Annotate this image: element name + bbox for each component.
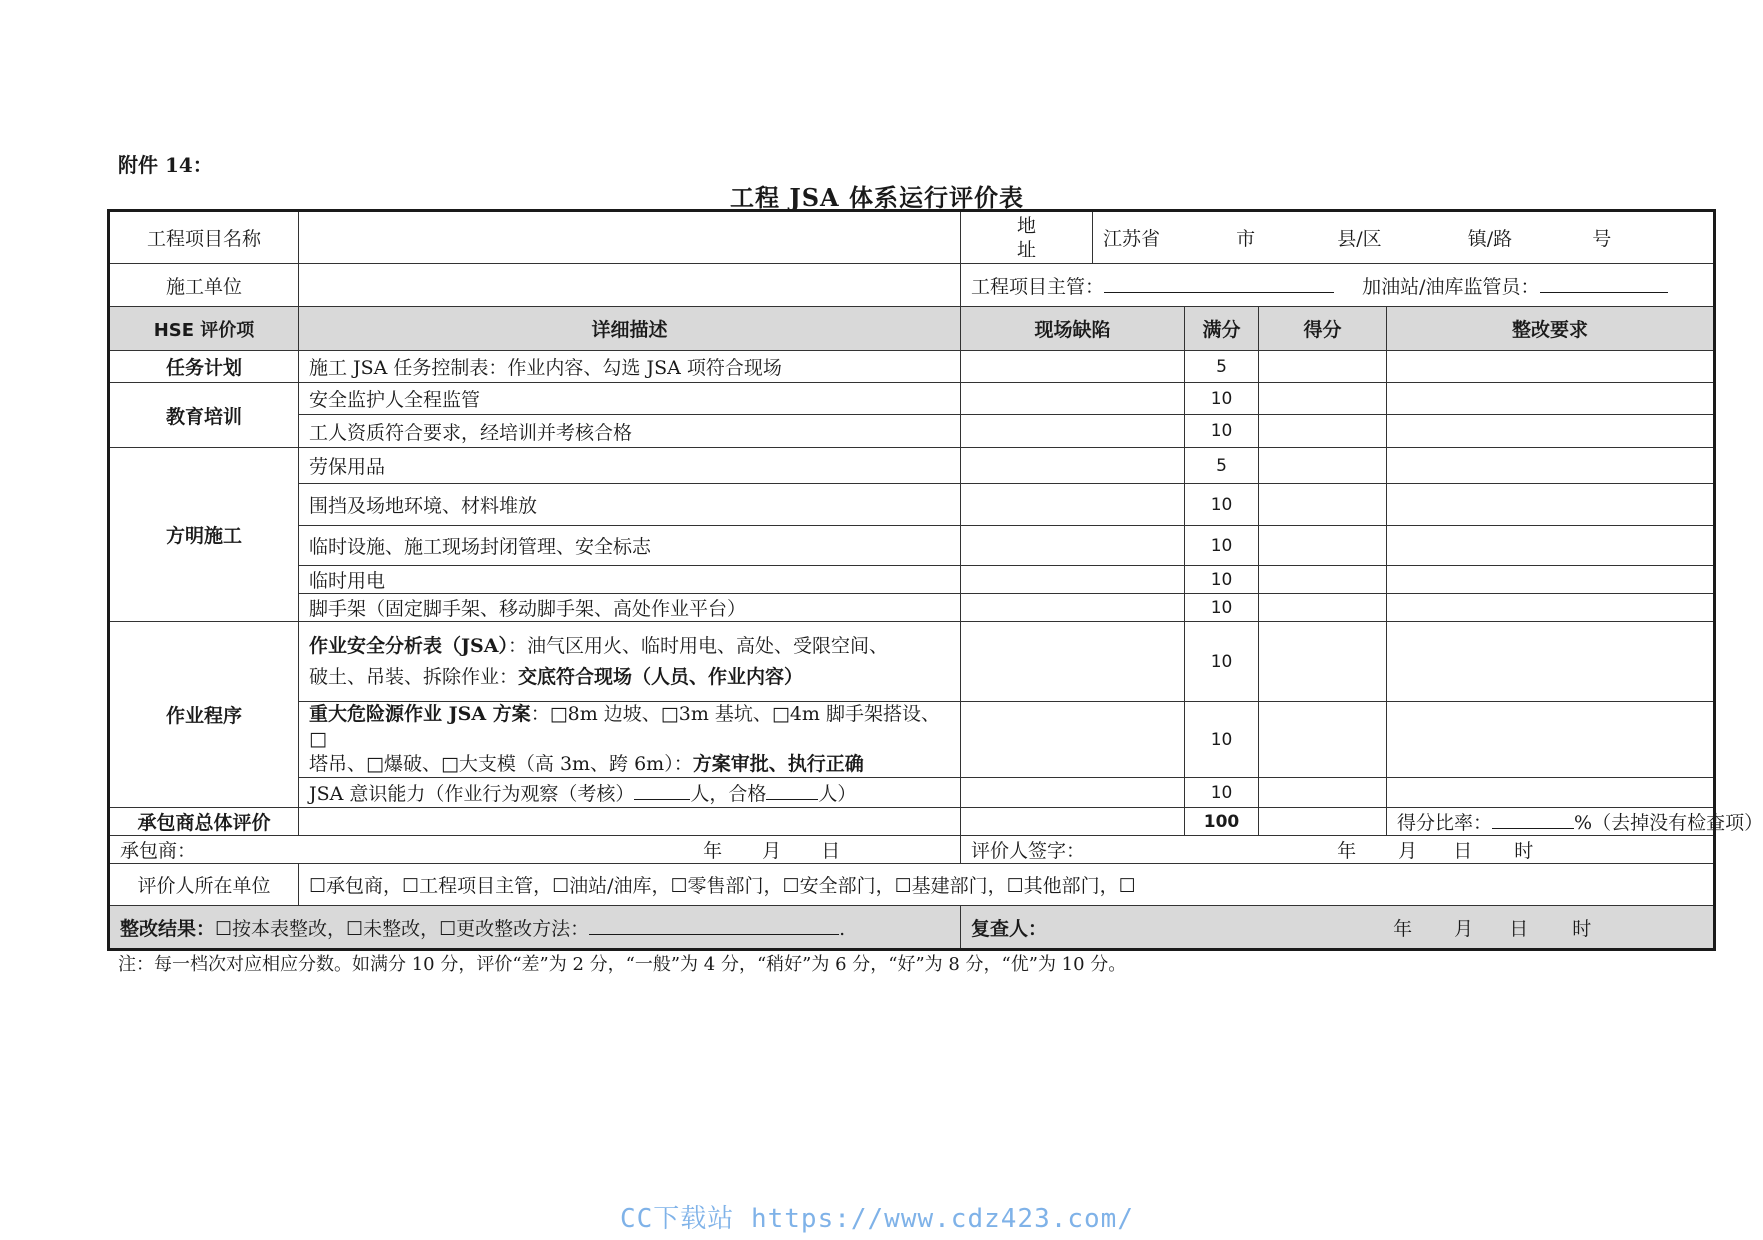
rectify-cell[interactable] (1387, 566, 1715, 594)
evaluator-signature[interactable]: 评价人签字： 年 月 日 时 (961, 836, 1715, 864)
overall-desc-cell (299, 808, 961, 836)
score-ratio-line[interactable] (1492, 828, 1574, 829)
reviewer-label: 复查人： (971, 917, 1048, 940)
project-supervisor-label: 工程项目主管： (971, 275, 1105, 298)
item-task-plan: 任务计划 (109, 351, 299, 383)
column-header-row (109, 307, 1715, 351)
row-desc: 劳保用品 (299, 448, 961, 484)
footnote: 注：每一档次对应相应分数。如满分 10 分，评价“差”为 2 分，“一般”为 4 分，“稍好”为 6 分，“好”为 8 分，“优”为 10 分。 (118, 954, 1127, 975)
table-row (109, 778, 1715, 808)
full-score: 10 (1185, 383, 1259, 415)
project-name-label: 工程项目名称 (109, 211, 299, 264)
full-score: 10 (1185, 566, 1259, 594)
table-row (109, 526, 1715, 566)
overall-defect-cell[interactable] (961, 808, 1185, 836)
row-desc: 施工 JSA 任务控制表：作业内容、勾选 JSA 项符合现场 (299, 351, 961, 383)
evaluator-unit-label: 评价人所在单位 (109, 864, 299, 906)
rectify-cell[interactable] (1387, 383, 1715, 415)
supervisor-fields (961, 264, 1715, 307)
full-score: 10 (1185, 622, 1259, 702)
col-score: 得分 (1259, 307, 1387, 351)
watermark: CC下载站 https://www.cdz423.com/ (620, 1204, 1134, 1234)
station-supervisor-line[interactable] (1540, 292, 1668, 293)
full-score: 10 (1185, 778, 1259, 808)
rectify-cell[interactable] (1387, 448, 1715, 484)
table-row (109, 622, 1715, 702)
evaluator-unit-row (109, 864, 1715, 906)
overall-score-cell[interactable] (1259, 808, 1387, 836)
defect-cell[interactable] (961, 566, 1185, 594)
observed-count-line[interactable] (634, 799, 690, 800)
defect-cell[interactable] (961, 594, 1185, 622)
address-city: 市 (1236, 228, 1256, 250)
row-desc: 作业安全分析表（JSA）：油气区用火、临时用电、高处、受限空间、 破土、吊装、拆除作业：交底符合现场（人员、作业内容） (299, 622, 961, 702)
evaluation-table (107, 209, 1763, 951)
score-cell[interactable] (1259, 484, 1387, 526)
col-defect: 现场缺陷 (961, 307, 1185, 351)
address-town: 镇/路 (1467, 228, 1513, 250)
rectify-cell[interactable] (1387, 702, 1715, 778)
table-row (109, 383, 1715, 415)
item-procedure: 作业程序 (109, 622, 299, 808)
full-score: 10 (1185, 594, 1259, 622)
row-desc: 临时设施、施工现场封闭管理、安全标志 (299, 526, 961, 566)
address-label: 地 址 (961, 211, 1093, 264)
row-desc: 围挡及场地环境、材料堆放 (299, 484, 961, 526)
score-cell[interactable] (1259, 448, 1387, 484)
defect-cell[interactable] (961, 448, 1185, 484)
construction-unit-label: 施工单位 (109, 264, 299, 307)
defect-cell[interactable] (961, 702, 1185, 778)
score-cell[interactable] (1259, 526, 1387, 566)
rectify-cell[interactable] (1387, 594, 1715, 622)
rectify-cell[interactable] (1387, 778, 1715, 808)
full-score: 10 (1185, 415, 1259, 448)
contractor-signature[interactable]: 承包商： 年 月 日 (109, 836, 961, 864)
rectify-result-options[interactable]: ☐按本表整改，☐未整改，☐更改整改方法： (215, 917, 590, 940)
address-province: 江苏省 (1103, 228, 1161, 250)
full-score: 5 (1185, 351, 1259, 383)
score-cell[interactable] (1259, 702, 1387, 778)
full-score: 10 (1185, 484, 1259, 526)
table-row (109, 351, 1715, 383)
rectify-cell[interactable] (1387, 415, 1715, 448)
score-cell[interactable] (1259, 415, 1387, 448)
qualified-count-line[interactable] (766, 799, 818, 800)
address-county: 县/区 (1337, 228, 1382, 250)
construction-unit-row (109, 264, 1715, 307)
table-row (109, 415, 1715, 448)
overall-row (109, 808, 1715, 836)
row-desc: JSA 意识能力（作业行为观察（考核） 人，合格 人） (299, 778, 961, 808)
row-desc: 重大危险源作业 JSA 方案：□8m 边坡、□3m 基坑、□4m 脚手架搭设、□ 塔吊、□爆破、□大支模（高 3m、跨 6m）：方案审批、执行正确 (299, 702, 961, 778)
station-supervisor-label: 加油站/油库监管员： (1362, 275, 1540, 298)
defect-cell[interactable] (961, 778, 1185, 808)
row-desc: 安全监护人全程监管 (299, 383, 961, 415)
evaluator-unit-options[interactable]: ☐承包商，☐工程项目主管，☐油站/油库，☐零售部门，☐安全部门，☐基建部门，☐其他部门，☐ (299, 864, 1715, 906)
table-row (109, 448, 1715, 484)
table-row (109, 566, 1715, 594)
score-cell[interactable] (1259, 351, 1387, 383)
address-field[interactable] (1093, 211, 1715, 264)
rectify-result-row (109, 906, 1715, 950)
defect-cell[interactable] (961, 526, 1185, 566)
project-supervisor-line[interactable] (1104, 292, 1334, 293)
defect-cell[interactable] (961, 351, 1185, 383)
col-desc: 详细描述 (299, 307, 961, 351)
reviewer-cell[interactable]: 复查人： 年 月 日 时 (961, 906, 1715, 950)
form-title: 工程 JSA 体系运行评价表 (729, 183, 1025, 212)
score-cell[interactable] (1259, 383, 1387, 415)
attachment-label: 附件 14： (118, 153, 213, 177)
score-cell[interactable] (1259, 622, 1387, 702)
overall-label: 承包商总体评价 (109, 808, 299, 836)
score-ratio-cell: 得分比率： %（去掉没有检查项） (1387, 808, 1715, 836)
row-desc: 临时用电 (299, 566, 961, 594)
defect-cell[interactable] (961, 622, 1185, 702)
address-number: 号 (1592, 228, 1612, 250)
signature-row (109, 836, 1715, 864)
defect-cell[interactable] (961, 415, 1185, 448)
score-cell[interactable] (1259, 594, 1387, 622)
construction-unit-field[interactable] (299, 264, 961, 307)
project-name-row (109, 211, 1715, 264)
row-desc: 工人资质符合要求，经培训并考核合格 (299, 415, 961, 448)
rectify-method-line[interactable] (589, 934, 839, 935)
full-score: 10 (1185, 702, 1259, 778)
row-desc: 脚手架（固定脚手架、移动脚手架、高处作业平台） (299, 594, 961, 622)
item-training: 教育培训 (109, 383, 299, 448)
table-row (109, 702, 1715, 778)
rectify-cell[interactable] (1387, 526, 1715, 566)
col-item: HSE 评价项 (109, 307, 299, 351)
item-civilized: 方明施工 (109, 448, 299, 622)
full-score: 5 (1185, 448, 1259, 484)
rectify-cell[interactable] (1387, 622, 1715, 702)
rectify-result-label: 整改结果： (120, 917, 216, 940)
project-name-field[interactable] (299, 211, 961, 264)
defect-cell[interactable] (961, 383, 1185, 415)
defect-cell[interactable] (961, 484, 1185, 526)
full-score: 10 (1185, 526, 1259, 566)
rectify-cell[interactable] (1387, 484, 1715, 526)
col-rectify: 整改要求 (1387, 307, 1715, 351)
score-cell[interactable] (1259, 778, 1387, 808)
score-cell[interactable] (1259, 566, 1387, 594)
table-row (109, 594, 1715, 622)
rectify-result-cell: 整改结果：☐按本表整改，☐未整改，☐更改整改方法： . (109, 906, 961, 950)
overall-full-score: 100 (1185, 808, 1259, 836)
rectify-cell[interactable] (1387, 351, 1715, 383)
col-full: 满分 (1185, 307, 1259, 351)
table-row (109, 484, 1715, 526)
